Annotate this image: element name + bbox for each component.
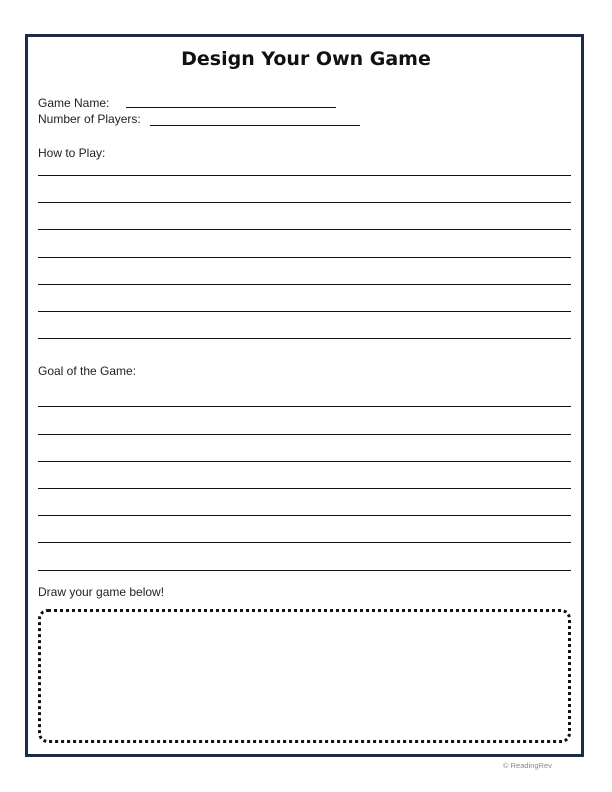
how-to-play-line-4[interactable] <box>38 257 571 258</box>
game-name-label: Game Name: <box>38 96 110 110</box>
how-to-play-line-3[interactable] <box>38 229 571 230</box>
goal-label: Goal of the Game: <box>38 364 137 378</box>
goal-line-5[interactable] <box>38 515 571 516</box>
goal-line-1[interactable] <box>38 406 571 407</box>
players-field[interactable] <box>150 125 360 126</box>
goal-line-3[interactable] <box>38 461 571 462</box>
how-to-play-line-1[interactable] <box>38 175 571 176</box>
how-to-play-line-7[interactable] <box>38 338 571 339</box>
copyright-notice: © ReadingRev <box>503 761 552 770</box>
players-label: Number of Players: <box>38 112 141 126</box>
how-to-play-line-2[interactable] <box>38 202 571 203</box>
game-name-field[interactable] <box>126 107 336 108</box>
goal-line-2[interactable] <box>38 434 571 435</box>
goal-line-7[interactable] <box>38 570 571 571</box>
how-to-play-label: How to Play: <box>38 146 106 160</box>
goal-line-4[interactable] <box>38 488 571 489</box>
drawing-area[interactable] <box>38 609 571 743</box>
how-to-play-line-6[interactable] <box>38 311 571 312</box>
goal-line-6[interactable] <box>38 542 571 543</box>
draw-label: Draw your game below! <box>38 585 165 599</box>
how-to-play-line-5[interactable] <box>38 284 571 285</box>
worksheet-title: Design Your Own Game <box>181 48 431 70</box>
